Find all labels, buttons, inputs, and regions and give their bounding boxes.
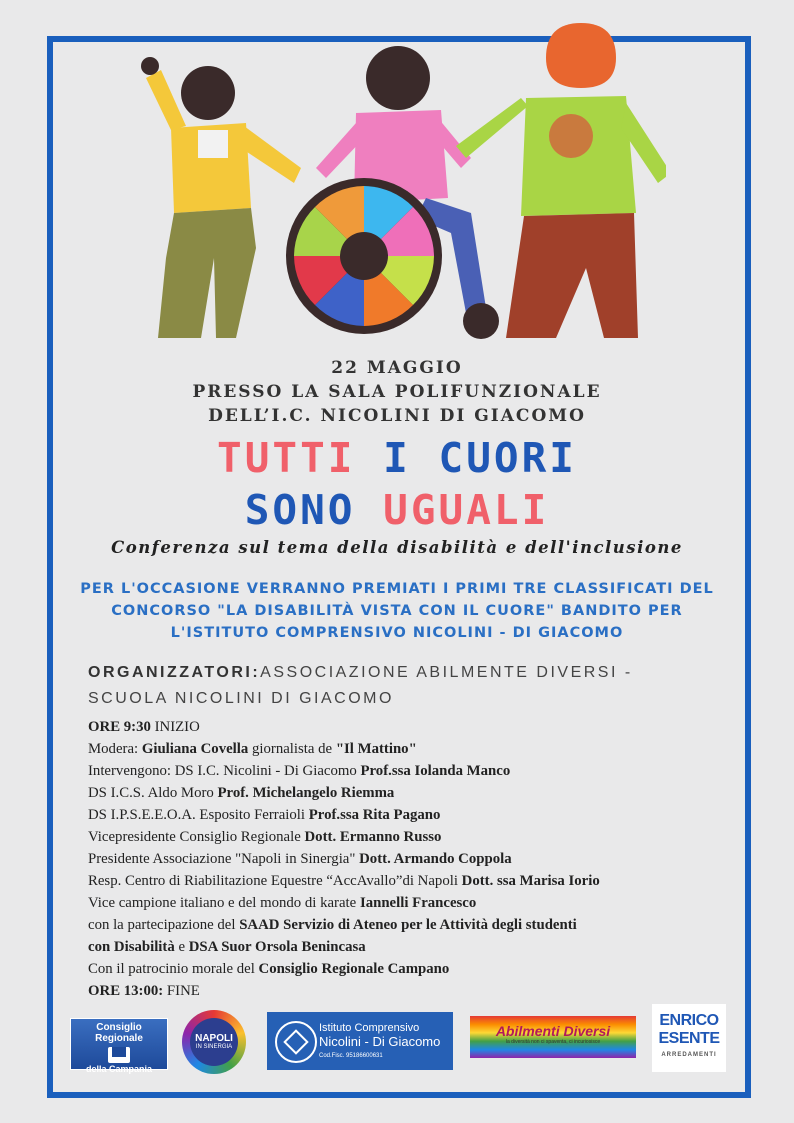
program-start: ORE 9:30 INIZIO: [88, 719, 200, 735]
organizers-label: ORGANIZZATORI:: [88, 664, 261, 681]
event-venue-line1: PRESSO LA SALA POLIFUNZIONALE: [192, 382, 602, 402]
organizers-line1: ASSOCIAZIONE ABILMENTE DIVERSI -: [260, 664, 633, 681]
program-speaker-4: Vicepresidente Consiglio Regionale Dott. Ermanno Russo: [88, 829, 442, 845]
enrico-esente-logo: ENRICO ESENTE ARREDAMENTI: [652, 1004, 726, 1072]
program-participation-cont: con Disabilità e DSA Suor Orsola Benincasa: [88, 939, 366, 955]
conference-subtitle: Conferenza sul tema della disabilità e dell'inclusione: [111, 538, 683, 557]
program-moderator: Modera: Giuliana Covella giornalista de "Il Mattino": [88, 741, 417, 757]
event-info: [0, 356, 794, 428]
program: [88, 716, 748, 1002]
title-line2: [0, 484, 794, 536]
award-announcement: [0, 578, 794, 644]
program-speaker-5: Presidente Associazione "Napoli in Sinergia" Dott. Armando Coppola: [88, 851, 512, 867]
abilmenti-diversi-logo: Abilmenti Diversi la diversità non ci spaventa, ci incuriosisce: [470, 1016, 636, 1058]
event-date: 22 MAGGIO: [331, 358, 463, 378]
left-child-figure: [141, 57, 301, 338]
program-speaker-6: Resp. Centro di Riabilitazione Equestre “AccAvallo”di Napoli Dott. ssa Marisa Iorio: [88, 873, 600, 889]
award-line1: PER L'OCCASIONE VERRANNO PREMIATI I PRIMI TRE CLASSIFICATI DEL: [80, 581, 714, 597]
program-speaker-7: Vice campione italiano e del mondo di karate Iannelli Francesco: [88, 895, 477, 911]
program-patronage: Con il patrocinio morale del Consiglio Regionale Campano: [88, 961, 450, 977]
title-word-sono: SONO: [244, 486, 356, 534]
organizers-line2: SCUOLA NICOLINI DI GIACOMO: [88, 690, 394, 707]
istituto-comprensivo-logo: Istituto Comprensivo Nicolini - Di Giacomo Cod.Fisc. 95186600631: [267, 1012, 453, 1070]
children-illustration: [126, 18, 666, 348]
title-word-i-cuori: I CUORI: [383, 434, 577, 482]
title-word-tutti: TUTTI: [217, 434, 356, 482]
napoli-in-sinergia-logo: NAPOLI IN SINERGIA: [182, 1010, 246, 1074]
program-speaker-3: DS I.P.S.E.E.O.A. Esposito Ferraioli Prof.ssa Rita Pagano: [88, 807, 441, 823]
wheelchair-child-figure: [286, 46, 499, 339]
title-line1: [0, 432, 794, 484]
right-child-figure: [456, 23, 666, 338]
organizers: [88, 660, 728, 712]
program-speaker-2: DS I.C.S. Aldo Moro Prof. Michelangelo Riemma: [88, 785, 395, 801]
award-line3: L'ISTITUTO COMPRENSIVO NICOLINI - DI GIACOMO: [170, 625, 624, 641]
title-word-uguali: UGUALI: [383, 486, 550, 534]
event-venue-line2: DELL’I.C. NICOLINI DI GIACOMO: [208, 406, 586, 426]
poster-title: [0, 432, 794, 536]
consiglio-regionale-logo: Consiglio Regionale della Campania: [70, 1018, 168, 1070]
award-line2: CONCORSO "LA DISABILITÀ VISTA CON IL CUORE" BANDITO PER: [111, 603, 683, 619]
program-end: ORE 13:00: FINE: [88, 983, 200, 999]
emblem-icon: [275, 1021, 317, 1063]
program-participation: con la partecipazione del SAAD Servizio di Ateneo per le Attività degli studenti: [88, 917, 577, 933]
sponsor-logos: [0, 1004, 794, 1074]
program-speaker-1: Intervengono: DS I.C. Nicolini - Di Giacomo Prof.ssa Iolanda Manco: [88, 763, 511, 779]
